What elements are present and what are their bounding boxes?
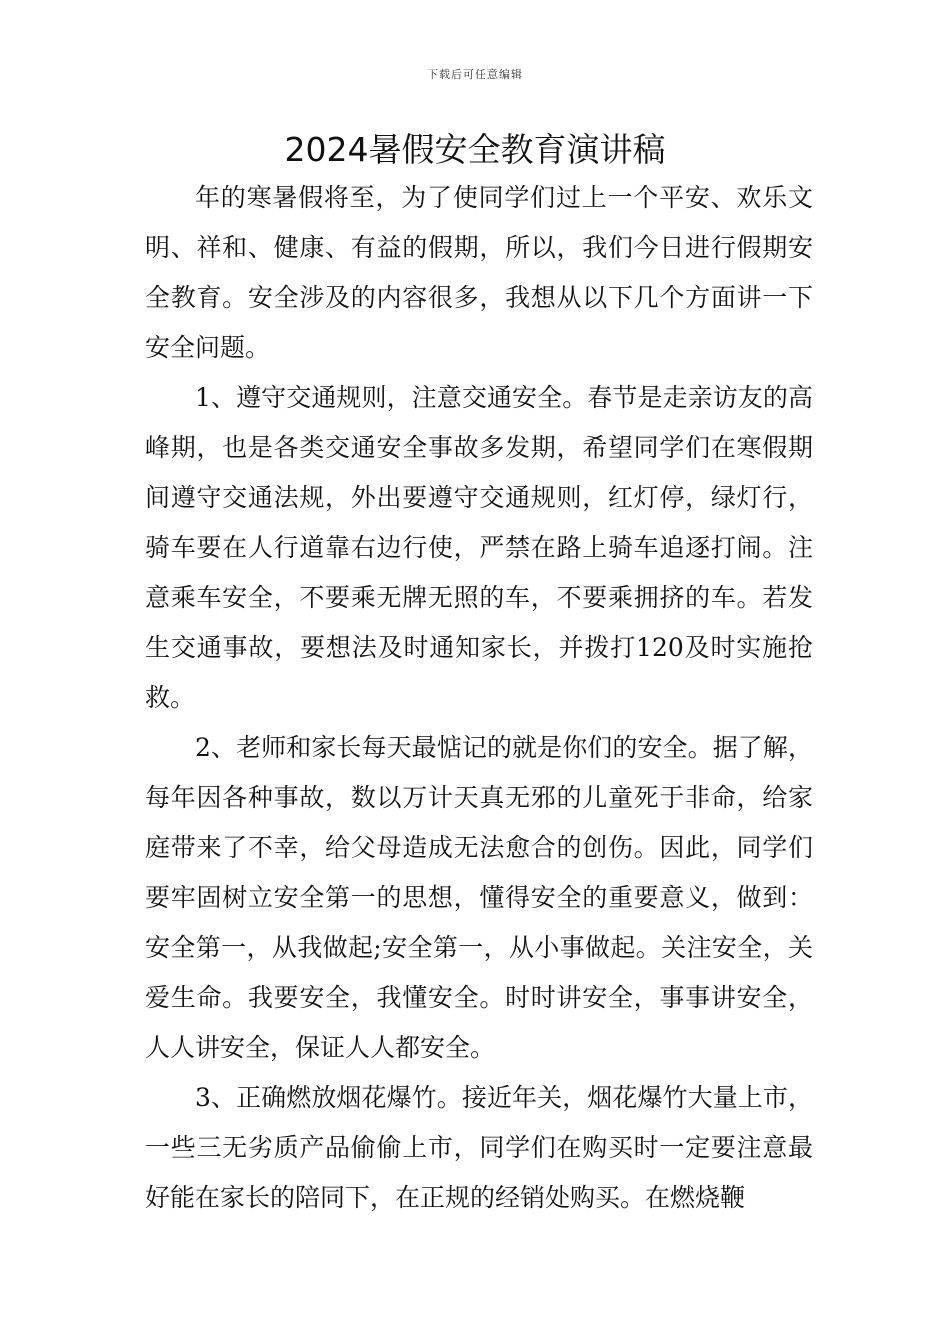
document-body <box>145 173 813 1223</box>
paragraph-fireworks: 3、正确燃放烟花爆竹。接近年关，烟花爆竹大量上市，一些三无劣质产品偷偷上市，同学们在购买时一定要注意最好能在家长的陪同下，在正规的经销处购买。在燃烧鞭 <box>145 1083 813 1212</box>
paragraph-safety-awareness: 2、老师和家长每天最惦记的就是你们的安全。据了解，每年因各种事故，数以万计天真无邪的儿童死于非命，给家庭带来了不幸，给父母造成无法愈合的创伤。因此，同学们要牢固树立安全第一的思想，懂得安全的重要意义，做到：安全第一，从我做起;安全第一，从小事做起。关注安全，关爱生命。我要安全，我懂安全。时时讲安全，事事讲安全，人人讲安全，保证人人都安全。 <box>145 733 813 1062</box>
document-title: 2024暑假安全教育演讲稿 <box>284 130 666 169</box>
header-note: 下载后可任意编辑 <box>427 68 523 81</box>
paragraph-intro: 年的寒暑假将至，为了使同学们过上一个平安、欢乐文明、祥和、健康、有益的假期，所以，我们今日进行假期安全教育。安全涉及的内容很多，我想从以下几个方面讲一下安全问题。 <box>145 183 813 362</box>
paragraph-traffic-safety: 1、遵守交通规则，注意交通安全。春节是走亲访友的高峰期，也是各类交通安全事故多发期，希望同学们在寒假期间遵守交通法规，外出要遵守交通规则，红灯停，绿灯行，骑车要在人行道靠右边行使，严禁在路上骑车追逐打闹。注意乘车安全，不要乘无牌无照的车，不要乘拥挤的车。若发生交通事故，要想法及时通知家长，并拨打120及时实施抢救。 <box>145 383 813 712</box>
